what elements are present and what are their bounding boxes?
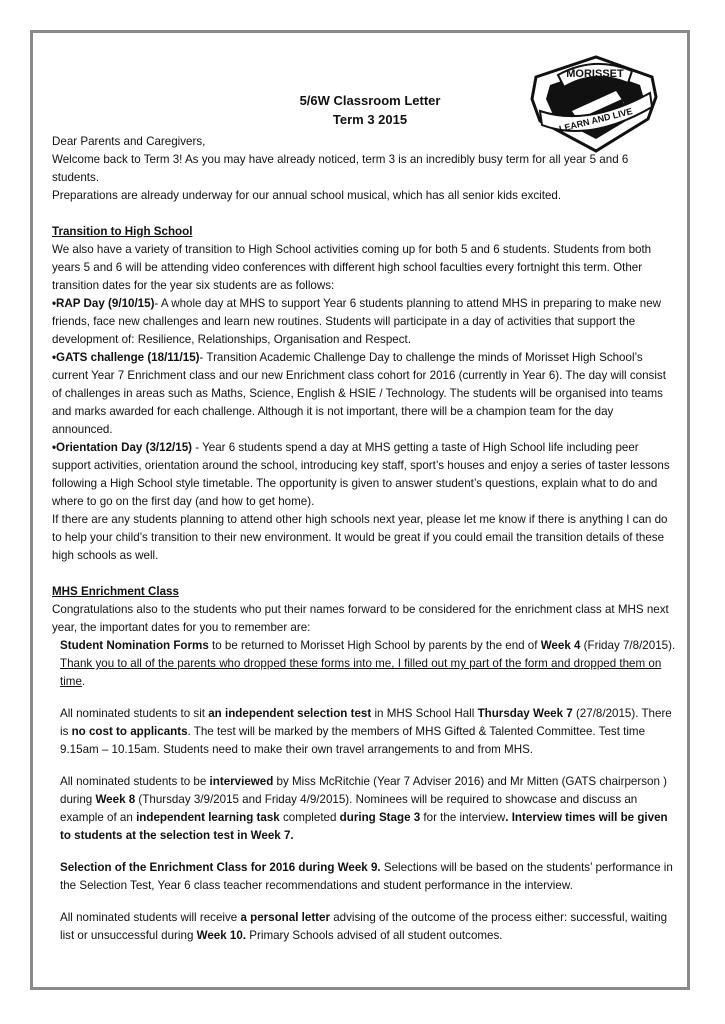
test-bold-2: Thursday Week 7	[477, 707, 573, 720]
interview-bold-1: interviewed	[209, 775, 274, 788]
interview-bold-2: Week 8	[95, 793, 136, 806]
interview-text-1: All nominated students to be	[60, 775, 210, 788]
intro-line-1: Welcome back to Term 3! As you may have already noticed, term 3 is an incredibly busy term for all year 5 and 6 students.	[52, 153, 629, 184]
interview-text-3: (Thursday 3/9/2015 and Friday 4/9/2015). Nominees will be required to showcase and discuss an example of an	[60, 793, 638, 824]
test-text-3: (27/8/2015). There is	[60, 707, 672, 738]
logo-bottom-text: LEARN AND LIVE	[558, 106, 634, 134]
transition-heading: Transition to High School	[52, 225, 193, 238]
enrichment-intro: Congratulations also to the students who put their names forward to be considered for the enrichment class at MHS next year, the important dates for you to remember are:	[52, 603, 669, 634]
interview-bold-4: during Stage 3	[339, 811, 421, 824]
letter-bold-1: a personal letter	[240, 911, 331, 924]
nomination-forms-item	[52, 637, 677, 691]
orientation-item	[52, 439, 677, 511]
logo-top-text: MORISSET	[566, 68, 624, 80]
selection-text: Selections will be based on the students’ performance in the Selection Test, Year 6 class teacher recommendations and student performance in the interview.	[60, 861, 673, 892]
transition-closing: If there are any students planning to attend other high schools next year, please let me know if there is anything I can do to help your child’s transition to their new environment. It would be great if you could email the transition details of these high schools as well.	[52, 513, 668, 562]
letter-text-1: All nominated students will receive	[60, 911, 241, 924]
orientation-text: - Year 6 students spend a day at MHS getting a taste of High School life including peer support activities, orientation around the school, introducing key staff, sport’s houses and enjoy a series of taster lessons following a High School style timetable. The opportunity is given to answer student’s questions, explain what to do and where to go on the first day (and how to get home).	[52, 441, 670, 508]
salutation: Dear Parents and Caregivers,	[52, 135, 206, 148]
letter-bold-2: Week 10.	[196, 929, 247, 942]
nomination-end: .	[81, 675, 86, 688]
interview-text-5: for the interview	[420, 811, 506, 824]
selection-test-item	[52, 705, 677, 759]
gats-text: - Transition Academic Challenge Day to challenge the minds of Morisset High School’s current Year 7 Enrichment class and our new Enrichment class cohort for 2016 (currently in Year 6). The day will consist of challenges in areas such as Maths, Science, English & HSIE / Technology. The students will be organised into teams and marks awarded for each challenge. Although it is not important, there will be a champion team for the day announced.	[52, 351, 666, 436]
interview-item	[52, 773, 677, 845]
test-text-1: All nominated students to sit	[60, 707, 209, 720]
orientation-label: •Orientation Day (3/12/15)	[52, 441, 193, 454]
thank-you-underlined: Thank you to all of the parents who dropped these forms into me, I filled out my part of the form and dropped them on time	[60, 657, 662, 688]
enrichment-heading: MHS Enrichment Class	[52, 585, 179, 598]
week-4-bold: Week 4	[540, 639, 581, 652]
letter-text-3: Primary Schools advised of all student outcomes.	[246, 929, 503, 942]
rap-day-item	[52, 295, 677, 349]
intro-line-2: Preparations are already underway for our annual school musical, which has all senior kids excited.	[52, 189, 562, 202]
selection-bold: Selection of the Enrichment Class for 2016 during Week 9.	[60, 861, 381, 874]
page-subtitle: Term 3 2015	[332, 112, 408, 127]
interview-bold-3: independent learning task	[136, 811, 280, 824]
test-text-4: . The test will be marked by the members of MHS Gifted & Talented Committee. Test time 9.15am – 10.15am. Students need to make their own travel arrangements to and from MHS.	[60, 725, 646, 756]
nomination-date-text: (Friday 7/8/2015).	[580, 639, 676, 652]
rap-day-label: •RAP Day (9/10/15)	[52, 297, 155, 310]
test-bold-1: an independent selection test	[208, 707, 372, 720]
transition-paragraph: We also have a variety of transition to High School activities coming up for both 5 and 6 students. Students from both years 5 and 6 will be attending video conferences with different high school faculties every fortnight this term. Other transition dates for the year six students are as follows:	[52, 243, 652, 292]
test-bold-3: no cost to applicants	[71, 725, 188, 738]
nomination-forms-text: to be returned to Morisset High School by parents by the end of	[208, 639, 541, 652]
interview-text-2: by Miss McRitchie (Year 7 Adviser 2016) and Mr Mitten (GATS chairperson ) during	[60, 775, 668, 806]
letter-body	[52, 133, 677, 945]
selection-week-item	[52, 859, 677, 895]
page-title: 5/6W Classroom Letter	[299, 93, 441, 108]
personal-letter-item	[52, 909, 677, 945]
gats-item	[52, 349, 677, 439]
test-text-2: in MHS School Hall	[371, 707, 478, 720]
interview-text-4: completed	[279, 811, 340, 824]
nomination-forms-bold: Student Nomination Forms	[60, 639, 209, 652]
letter-text-2: advising of the outcome of the process either: successful, waiting list or unsuccessful during	[60, 911, 668, 942]
gats-label: •GATS challenge (18/11/15)	[52, 351, 200, 364]
interview-bold-5: . Interview times will be given to students at the selection test in Week 7.	[60, 811, 668, 842]
rap-day-text: - A whole day at MHS to support Year 6 students planning to attend MHS in preparing to make new friends, face new challenges and learn new routines. Students will participate in a day of activities that support the development of: Resilience, Relationships, Organisation and Respect.	[52, 297, 662, 346]
